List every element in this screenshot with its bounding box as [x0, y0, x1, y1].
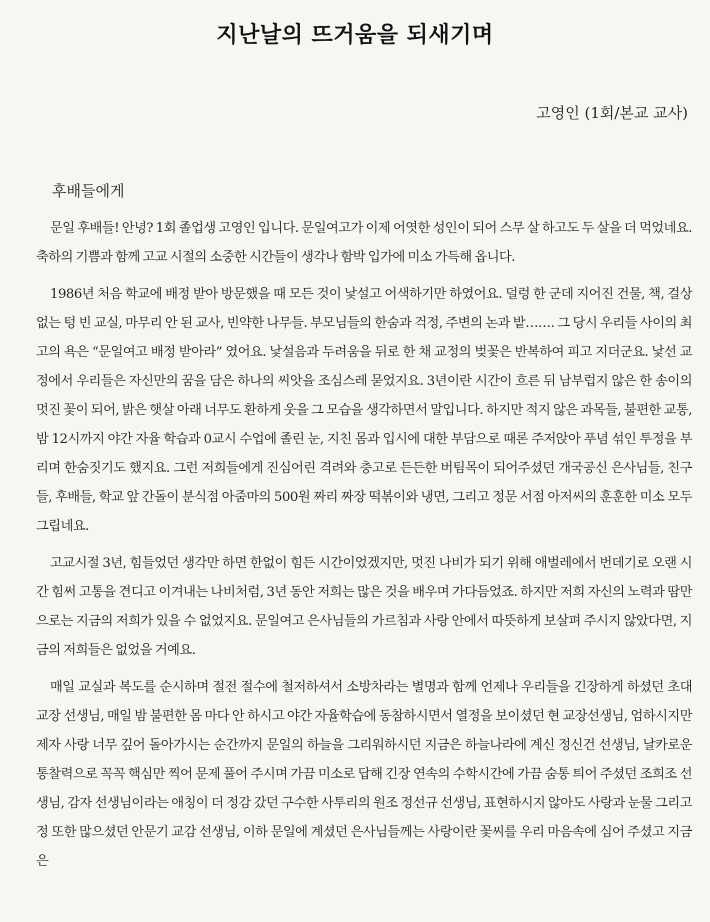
paragraph: 매일 교실과 복도를 순시하며 절전 절수에 철저하셔서 소방차라는 별명과 함께 언제나 우리들을 긴장하게 하셨던 초대 교장 선생님, 매일 밤 불편한 몸 마다 안 하시고 야간 자율학습에 동참하시면서 열정을 보이셨던 현 교장선생님, 엄하시지만 제자 사랑 너무 깊어 돌아가시는 순간까지 문일의 하늘을 그리워하시던 지금은 하늘나라에 계신 정신건 선생님, 날카로운 통찰력으로 꼭꼭 핵심만 찍어 문제 풀어 주시며 가끔 미소로 답해 긴장 연속의 수학시간에 가끔 숨통 틔어 주셨던 조희조 선생님, 감자 선생님이라는 애칭이 더 정감 갔던 구수한 사투리의 원조 정선규 선생님, 표현하시지 않아도 사랑과 눈물 그리고 정 또한 많으셨던 안문기 교감 선생님, 이하 문일에 계셨던 은사님들께는 사랑이란 꽃씨를 우리 마음속에 심어 주셨고 지금은: [36, 680, 692, 869]
body-text: [36, 214, 692, 884]
paragraph: 1986년 처음 학교에 배정 받아 방문했을 때 모든 것이 낯설고 어색하기만 하였어요. 덜렁 한 군데 지어진 건물, 책, 걸상 없는 텅 빈 교실, 마무리 안 된 교사, 빈약한 나무들. 부모님들의 한숨과 걱정, 주변의 논과 밭……. 그 당시 우리들 사이의 최고의 욕은 “문일여고 배정 받아라” 였어요. 낯설음과 두려움을 뒤로 한 채 교정의 벚꽃은 반복하여 피고 지더군요. 낯선 교정에서 우리들은 자신만의 꿈을 담은 하나의 씨앗을 조심스레 묻었지요. 3년이란 시간이 흐른 뒤 남부럽지 않은 한 송이의 멋진 꽃이 되어, 밝은 햇살 아래 너무도 환하게 웃을 그 모습을 생각하면서 말입니다. 하지만 적지 않은 과목들, 불편한 교통, 밤 12시까지 야간 자율 학습과 0교시 수업에 졸린 눈, 지친 몸과 입시에 대한 부담으로 때론 주저앉아 푸념 섞인 투정을 부리며 한숨짓기도 했지요. 그런 저희들에게 진심어린 격려와 충고로 든든한 버팀목이 되어주셨던 개국공신 은사님들, 친구들, 후배들, 학교 앞 간돌이 분식점 아줌마의 500원 짜리 짜장 떡볶이와 냉면, 그리고 정문 서점 아저씨의 훈훈한 미소 모두 그립네요.: [36, 287, 692, 534]
page-title: 지난날의 뜨거움을 되새기며: [216, 23, 494, 48]
salutation-heading: 후배들에게: [52, 182, 125, 200]
paragraph: 문일 후배들! 안녕? 1회 졸업생 고영인 입니다. 문일여고가 이제 어엿한 성인이 되어 스무 살 하고도 두 살을 더 먹었네요. 축하의 기쁨과 함께 고교 시절의 소중한 시간들이 생각나 함박 입가에 미소 가득해 옵니다.: [36, 221, 692, 265]
author-line: 고영인 (1회/본교 교사): [536, 104, 688, 122]
paragraph: 고교시절 3년, 힘들었던 생각만 하면 한없이 힘든 시간이었겠지만, 멋진 나비가 되기 위해 애벌레에서 번데기로 오랜 시간 힘써 고통을 견디고 이겨내는 나비처럼, 3년 동안 저희는 많은 것을 배우며 가다듬었죠. 하지만 저희 자신의 노력과 땀만으로는 지금의 저희가 있을 수 없었지요. 문일여고 은사님들의 가르침과 사랑 안에서 따뜻하게 보살펴 주시지 않았다면, 지금의 저희들은 없었을 거예요.: [36, 556, 692, 658]
